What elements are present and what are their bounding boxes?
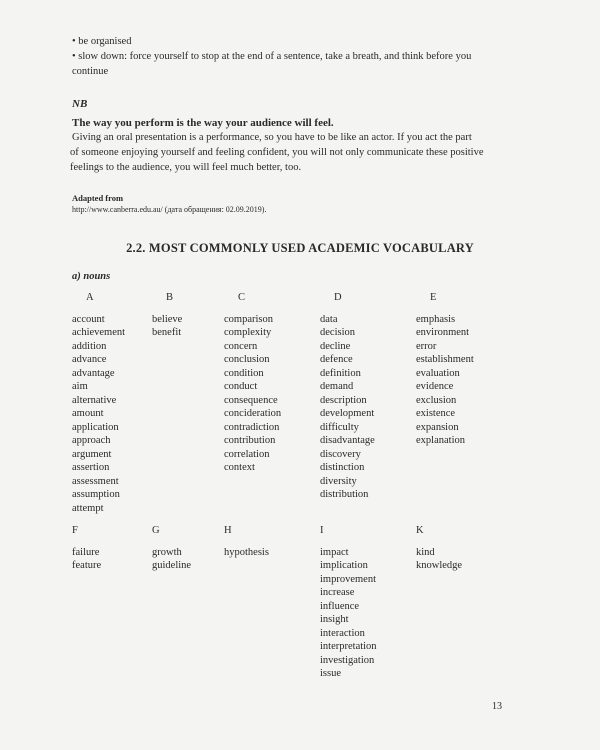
vocab-word: evidence [416, 381, 454, 392]
vocab-column-b [152, 291, 182, 340]
vocab-word: account [72, 313, 105, 325]
vocab-word: condition [224, 367, 264, 379]
vocab-word: insight [320, 614, 349, 625]
column-letter: C [238, 292, 246, 303]
vocab-word: argument [72, 448, 112, 460]
vocab-word: advantage [72, 367, 115, 379]
column-letter: H [224, 525, 232, 536]
vocab-column-i [320, 524, 377, 681]
vocab-word: decline [320, 340, 351, 352]
bullet-list [72, 34, 532, 79]
section-title: 2.2. MOST COMMONLY USED ACADEMIC VOCABULARY [126, 241, 474, 255]
column-letter: B [166, 292, 174, 303]
column-letter: I [320, 525, 324, 536]
vocab-column-h [224, 524, 269, 559]
bullet-item: • slow down: force yourself to stop at the end of a sentence, take a breath, and think before you [72, 51, 472, 62]
vocab-word: demand [320, 381, 354, 392]
vocab-column-e [416, 291, 474, 448]
column-letter: A [86, 292, 94, 303]
vocab-word: difficulty [320, 421, 359, 433]
column-letter: F [72, 525, 78, 536]
vocab-word: aim [72, 381, 88, 392]
vocab-column-c [224, 291, 281, 475]
vocab-word: exclusion [416, 394, 457, 406]
vocab-word: addition [72, 340, 107, 352]
vocab-word: hypothesis [224, 546, 269, 558]
vocab-word: knowledge [416, 560, 463, 571]
column-letter: K [416, 525, 424, 536]
adapted-label: Adapted from [72, 193, 124, 203]
vocab-column-a [72, 291, 125, 515]
vocab-word: correlation [224, 448, 270, 460]
vocab-word: decision [320, 327, 355, 338]
paragraph [72, 130, 512, 175]
vocab-word: distinction [320, 462, 365, 473]
vocab-word: disadvantage [320, 435, 375, 446]
vocab-word: benefit [152, 327, 182, 338]
vocab-word: influence [320, 600, 360, 612]
vocab-word: impact [320, 546, 349, 558]
vocab-word: discovery [320, 448, 361, 460]
vocab-word: expansion [416, 421, 459, 433]
vocab-word: believe [152, 313, 183, 325]
bullet-item: • be organised [72, 36, 132, 47]
column-letter: G [152, 525, 160, 536]
vocab-word: contradiction [224, 421, 280, 433]
nb-label: NB [72, 98, 88, 110]
vocab-word: contribution [224, 435, 276, 446]
vocab-word: increase [320, 587, 355, 598]
vocab-word: alternative [72, 394, 117, 406]
vocab-column-g [152, 524, 191, 573]
vocab-word: concern [224, 340, 258, 352]
vocab-word: environment [416, 327, 470, 338]
vocab-word: interaction [320, 627, 365, 639]
vocab-column-k [416, 524, 462, 573]
vocab-word: consequence [224, 394, 278, 406]
vocab-word: growth [152, 546, 182, 558]
vocab-word: improvement [320, 573, 376, 585]
vocab-word: investigation [320, 654, 375, 666]
vocab-word: concideration [224, 408, 282, 419]
vocab-word: definition [320, 367, 361, 379]
vocab-word: description [320, 394, 367, 406]
page-number: 13 [492, 701, 502, 712]
vocab-word: complexity [224, 327, 272, 338]
vocab-word: establishment [416, 354, 474, 365]
paragraph-line: Giving an oral presentation is a performance, so you have to be like an actor. If you act the part [72, 132, 472, 143]
vocab-column-d [320, 291, 375, 502]
vocab-word: existence [416, 408, 456, 419]
vocab-word: interpretation [320, 641, 377, 652]
paragraph-line: of someone enjoying yourself and feeling confident, you will not only communicate these positive [70, 147, 484, 158]
paragraph-line: feelings to the audience, you will feel much better, too. [70, 162, 302, 173]
vocab-word: data [320, 313, 338, 325]
vocab-word: defence [320, 354, 353, 365]
vocab-word: conclusion [224, 354, 270, 365]
vocab-word: development [320, 408, 375, 419]
vocab-column-f [72, 524, 101, 573]
vocab-word: attempt [72, 502, 104, 514]
vocab-word: amount [72, 408, 104, 419]
vocab-word: conduct [224, 381, 258, 392]
vocab-word: assertion [72, 462, 110, 473]
perform-heading: The way you perform is the way your audience will feel. [72, 117, 334, 129]
source-citation: http://www.canberra.edu.au/ (дата обращения: 02.09.2019). [72, 205, 267, 214]
vocab-word: assumption [72, 489, 120, 500]
vocab-word: kind [416, 546, 435, 558]
vocab-word: approach [72, 435, 111, 446]
bullet-item-continuation: continue [72, 66, 109, 77]
vocab-word: issue [320, 668, 341, 679]
vocab-word: assessment [72, 475, 119, 487]
vocab-word: achievement [72, 327, 126, 338]
vocab-word: explanation [416, 435, 465, 446]
vocab-word: emphasis [416, 313, 456, 325]
vocab-word: guideline [152, 560, 192, 571]
vocab-word: comparison [224, 313, 273, 325]
vocab-word: evaluation [416, 367, 460, 379]
vocab-word: failure [72, 546, 100, 558]
vocab-word: diversity [320, 475, 357, 487]
vocab-word: application [72, 421, 119, 433]
vocab-word: feature [72, 560, 102, 571]
column-letter: E [430, 292, 437, 303]
vocab-word: context [224, 462, 255, 473]
subheading-nouns: a) nouns [72, 271, 111, 282]
column-letter: D [334, 292, 342, 303]
vocab-word: error [416, 340, 437, 352]
vocab-word: implication [320, 560, 368, 571]
vocab-word: distribution [320, 489, 369, 500]
vocab-word: advance [72, 354, 107, 365]
